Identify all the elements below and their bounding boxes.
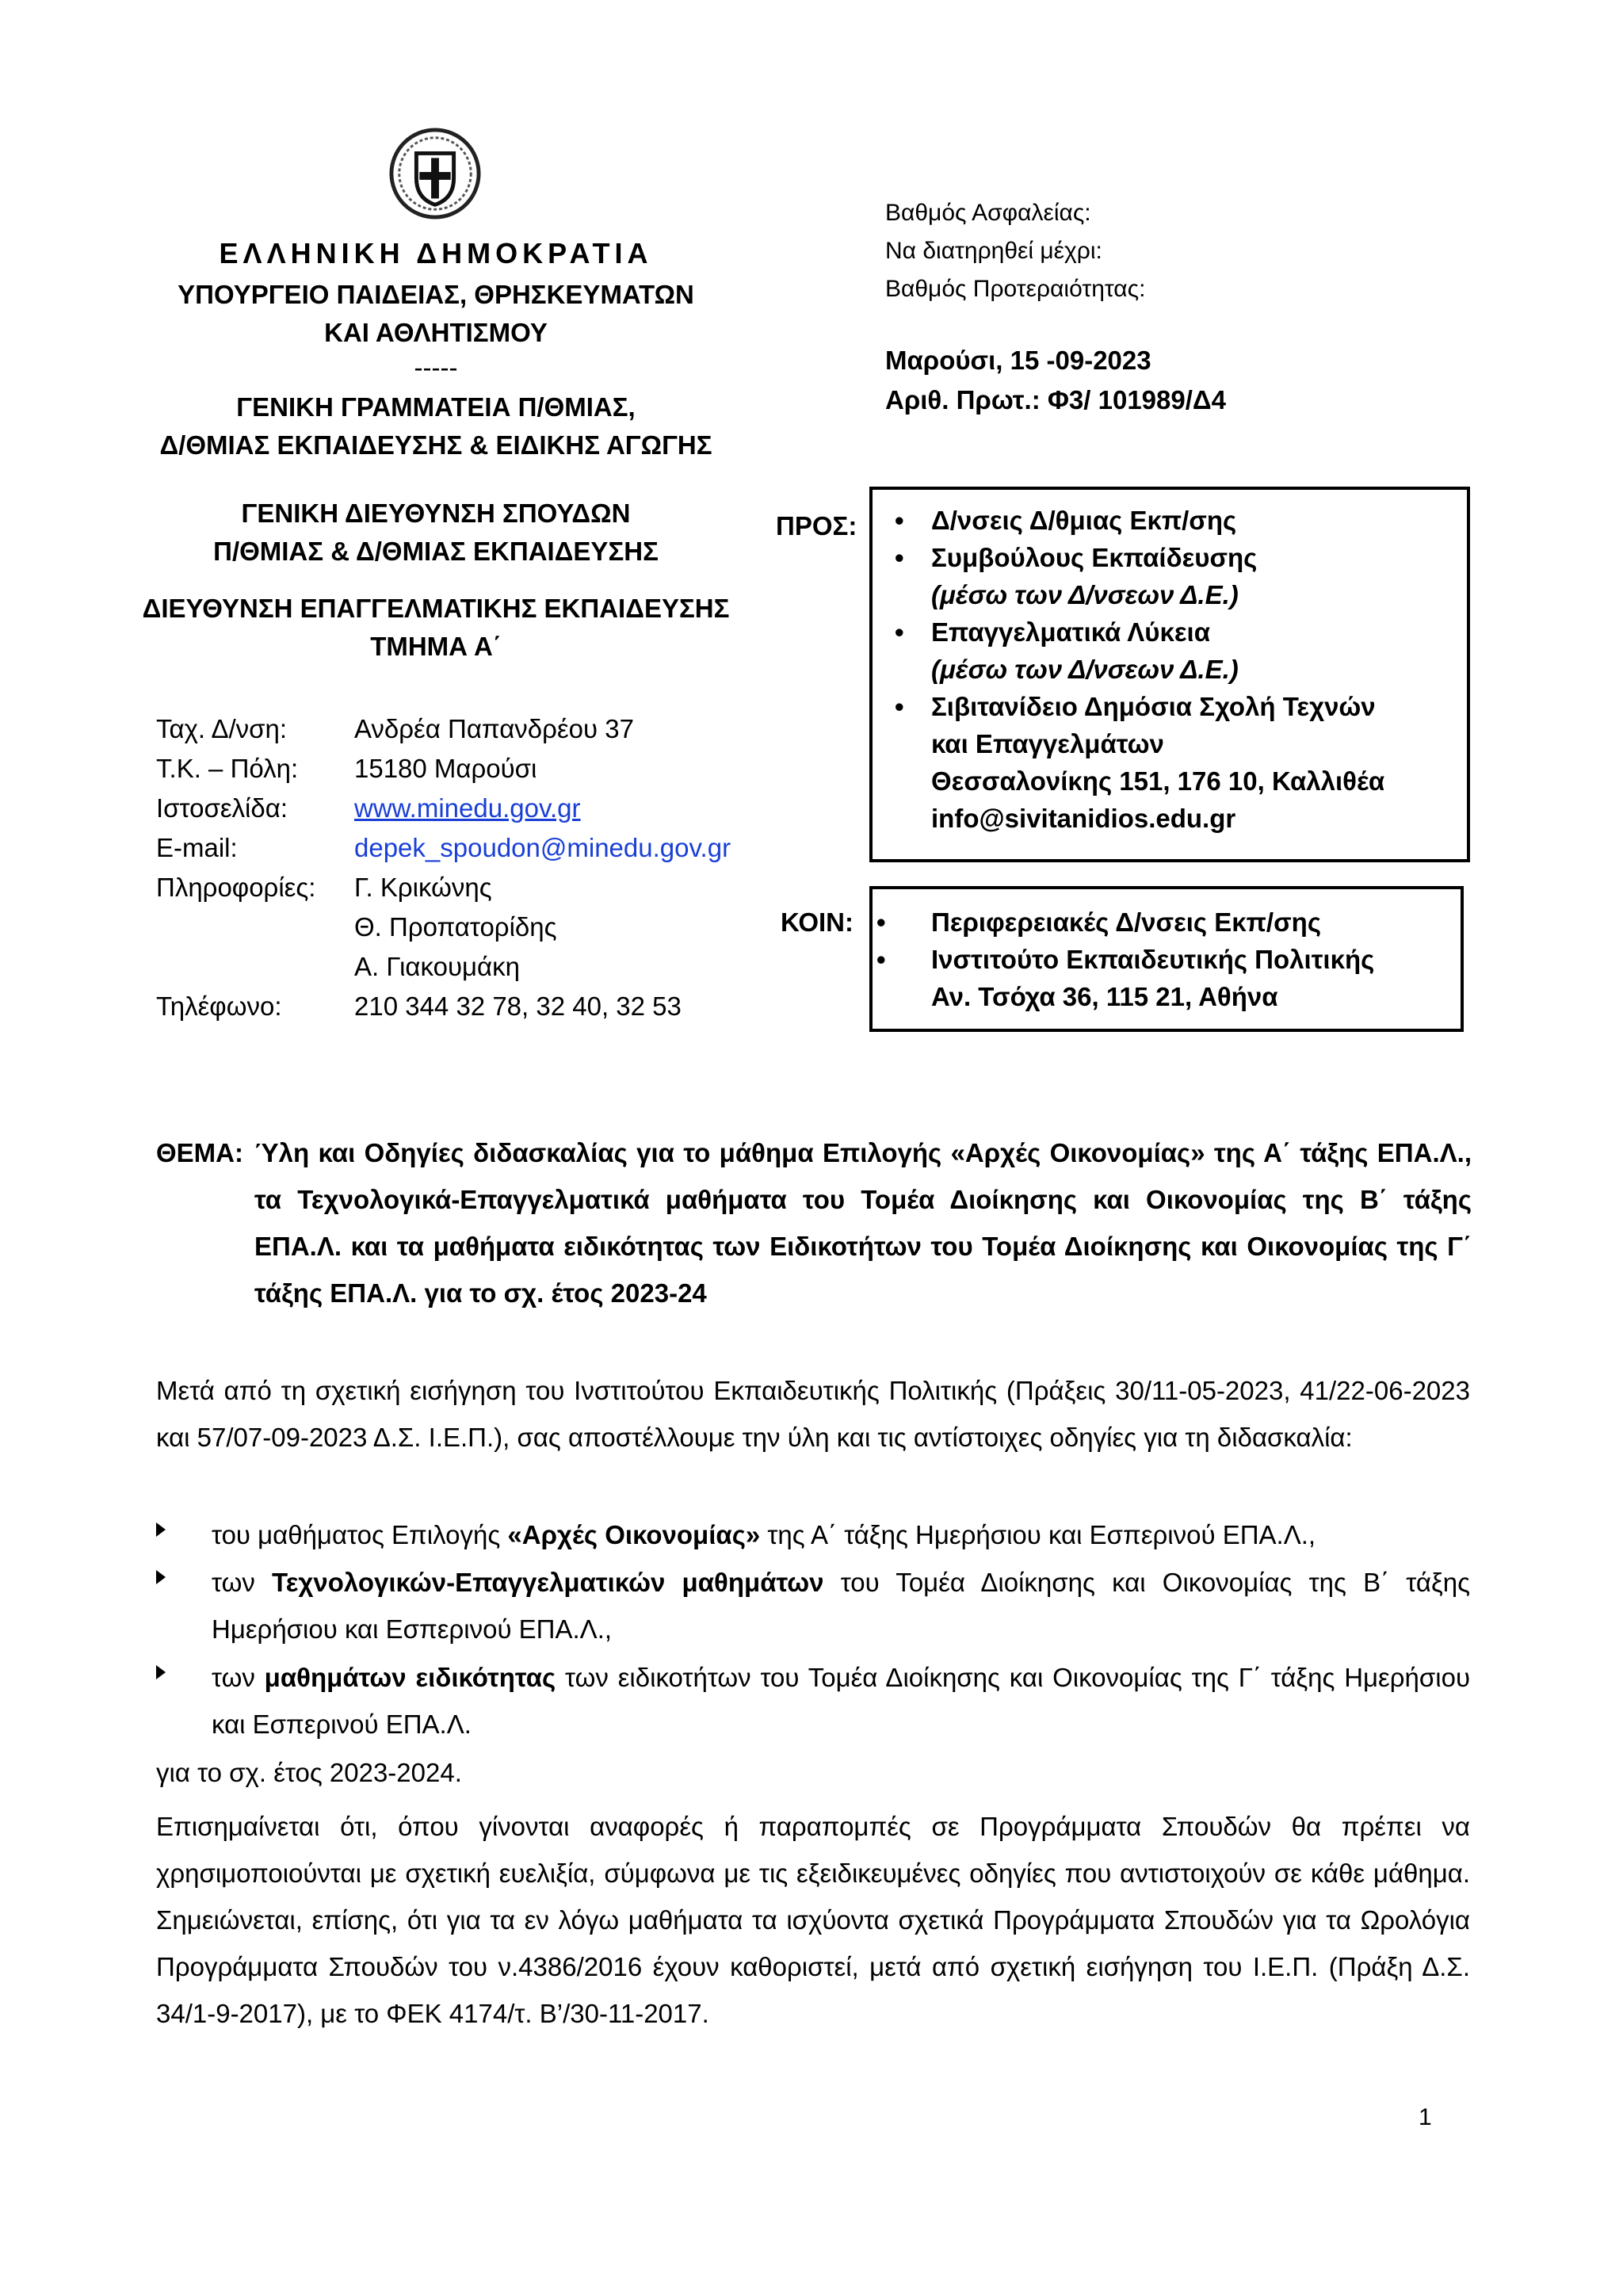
subject-text: Ύλη και Οδηγίες διδασκαλίας για το μάθημα Επιλογής «Αρχές Οικονομίας» της Α΄ τάξης ΕΠΑ.Λ., τα Τεχνολογικά-Επαγγελματικά μαθήματα του Τομέα Διοίκησης και Οικονομίας της Β΄ τάξης ΕΠΑ.Λ. και τα μαθήματα ειδικότητας των Ειδικοτήτων του Τομέα Διοίκησης και Οικονομίας της Γ΄ τάξης ΕΠΑ.Λ. για το σχ. έτος 2023-24: [254, 1138, 1472, 1308]
address-value: Ανδρέα Παπανδρέου 37: [354, 714, 634, 743]
info-label: Πληροφορίες:: [156, 873, 316, 902]
republic-title: ΕΛΛΗΝΙΚΗ ΔΗΜΟΚΡΑΤΙΑ: [219, 237, 653, 269]
to-item-2-note: (μέσω των Δ/νσεων Δ.Ε.): [931, 580, 1239, 609]
bullet-2-post: του Τομέα Διοίκησης και Οικονομίας της Β΄ τάξης Ημερήσιου και Εσπερινού ΕΠΑ.Λ.,: [212, 1568, 1470, 1644]
bullet-3-bold: μαθημάτων ειδικότητας: [264, 1663, 556, 1692]
priority-level: Βαθμός Προτεραιότητας:: [885, 276, 1146, 302]
cc-item-1: [873, 904, 1461, 941]
to-recipients-box: [869, 487, 1470, 862]
to-label: ΠΡΟΣ:: [776, 511, 857, 541]
to-item-4-email: info@sivitanidios.edu.gr: [931, 804, 1236, 833]
arrow-bullet-icon: [156, 1665, 166, 1679]
note-paragraph: Επισημαίνεται ότι, όπου γίνονται αναφορές ή παραπομπές σε Προγράμματα Σπουδών θα πρέπει να χρησιμοποιούνται με σχετική ευελιξία, σύμφωνα με τις εξειδικευμένες οδηγίες που αντιστοιχούν σε κάθε μάθημα. Σημειώνεται, επίσης, ότι για τα εν λόγω μαθήματα τα ισχύοντα σχετικά Προγράμματα Σπουδών για τα Ωρολόγια Προγράμματα Σπουδών του ν.4386/2016 έχουν καθοριστεί, μετά από σχετική εισήγηση του Ι.Ε.Π. (Πράξη Δ.Σ. 34/1-9-2017), με το ΦΕΚ 4174/τ. Β’/30-11-2017.: [156, 1812, 1470, 2028]
vocational-directorate: [119, 590, 753, 666]
to-item-3-text: Επαγγελματικά Λύκεια: [931, 617, 1211, 647]
bullet-2-pre: των: [212, 1568, 273, 1597]
to-item-2: [873, 539, 1467, 576]
cc-recipients-box: [869, 886, 1464, 1032]
email-link[interactable]: depek_spoudon@minedu.gov.gr: [354, 833, 731, 862]
to-item-1-text: Δ/νσεις Δ/θμιας Εκπ/σης: [931, 506, 1237, 535]
general-secretariat: [119, 388, 753, 464]
to-item-4: [873, 688, 1467, 725]
bullet-icon: •: [895, 692, 904, 721]
to-item-4-line-2: και Επαγγελμάτων: [931, 729, 1164, 758]
document-date: Μαρούσι, 15 -09-2023: [885, 346, 1151, 375]
bullet-icon: •: [895, 617, 904, 647]
bullet-1-post: της Α΄ τάξης Ημερήσιου και Εσπερινού ΕΠΑ.Λ.,: [760, 1520, 1316, 1549]
info-person-2: Θ. Προπατορίδης: [354, 912, 557, 942]
to-item-4-text: Σιβιτανίδειο Δημόσια Σχολή Τεχνών: [931, 692, 1376, 721]
website-label: Ιστοσελίδα:: [156, 793, 288, 823]
subject-block: [156, 1129, 1472, 1316]
general-directorate-line-2: Π/ΘΜΙΑΣ & Δ/ΘΜΙΑΣ ΕΚΠΑΙΔΕΥΣΗΣ: [213, 537, 659, 566]
bullet-3-pre: των: [212, 1663, 265, 1692]
general-secretariat-line-1: ΓΕΝΙΚΗ ΓΡΑΜΜΑΤΕΙΑ Π/ΘΜΙΑΣ,: [236, 392, 636, 422]
protocol-number: Αριθ. Πρωτ.: Φ3/ 101989/Δ4: [885, 385, 1226, 415]
bullet-1-bold: «Αρχές Οικονομίας»: [507, 1520, 761, 1549]
to-item-3-note: (μέσω των Δ/νσεων Δ.Ε.): [931, 655, 1239, 684]
retain-until: Να διατηρηθεί μέχρι:: [885, 238, 1102, 264]
general-directorate: [119, 495, 753, 571]
cc-label: ΚΟΙΝ:: [781, 907, 854, 937]
to-item-1: [873, 502, 1467, 539]
bullet-1-pre: του μαθήματος Επιλογής: [212, 1520, 508, 1549]
cc-item-2-text: Ινστιτούτο Εκπαιδευτικής Πολιτικής: [931, 945, 1375, 974]
address-label: Ταχ. Δ/νση:: [156, 714, 288, 743]
cc-item-2: [873, 941, 1461, 978]
ministry-line-2: ΚΑΙ ΑΘΛΗΤΙΣΜΟΥ: [324, 318, 548, 347]
directorate-section: ΤΜΗΜΑ Α΄: [370, 632, 502, 661]
header-separator: -----: [414, 353, 458, 382]
school-year-line: για το σχ. έτος 2023-2024.: [156, 1758, 462, 1787]
page-number: 1: [1419, 2104, 1432, 2130]
greek-republic-emblem: [388, 127, 482, 220]
general-directorate-line-1: ΓΕΝΙΚΗ ΔΙΕΥΘΥΝΣΗ ΣΠΟΥΔΩΝ: [241, 499, 631, 528]
bullet-icon: •: [895, 543, 904, 572]
email-label: E-mail:: [156, 833, 238, 862]
cc-item-1-text: Περιφερειακές Δ/νσεις Εκπ/σης: [931, 907, 1321, 937]
subject-label: ΘΕΜΑ:: [156, 1138, 243, 1167]
arrow-bullet-icon: [156, 1522, 166, 1537]
info-person-3: Α. Γιακουμάκη: [354, 952, 520, 981]
bullet-3-post: των ειδικοτήτων του Τομέα Διοίκησης και Οικονομίας της Γ΄ τάξης Ημερήσιου και Εσπερινού ΕΠΑ.Λ.: [212, 1663, 1470, 1739]
bullet-2-bold: Τεχνολογικών-Επαγγελματικών μαθημάτων: [272, 1568, 824, 1597]
bullet-item-3: [156, 1654, 1470, 1748]
ministry-line-1: ΥΠΟΥΡΓΕΙΟ ΠΑΙΔΕΙΑΣ, ΘΡΗΣΚΕΥΜΑΤΩΝ: [178, 280, 694, 309]
ministry-name: [119, 276, 753, 352]
phone-label: Τηλέφωνο:: [156, 991, 282, 1021]
security-level: Βαθμός Ασφαλείας:: [885, 200, 1091, 226]
to-item-3: [873, 613, 1467, 651]
info-person-1: Γ. Κρικώνης: [354, 873, 492, 902]
city-label: Τ.Κ. – Πόλη:: [156, 754, 299, 783]
to-item-2-text: Συμβούλους Εκπαίδευσης: [931, 543, 1258, 572]
bullet-icon: •: [876, 945, 886, 974]
bullet-item-2: [156, 1559, 1470, 1652]
to-item-4-address: Θεσσαλονίκης 151, 176 10, Καλλιθέα: [931, 766, 1385, 796]
general-secretariat-line-2: Δ/ΘΜΙΑΣ ΕΚΠΑΙΔΕΥΣΗΣ & ΕΙΔΙΚΗΣ ΑΓΩΓΗΣ: [159, 430, 712, 460]
intro-paragraph: Μετά από τη σχετική εισήγηση του Ινστιτούτου Εκπαιδευτικής Πολιτικής (Πράξεις 30/11-05-2023, 41/22-06-2023 και 57/07-09-2023 Δ.Σ. Ι.Ε.Π.), σας αποστέλλουμε την ύλη και τις αντίστοιχες οδηγίες για τη διδασκαλία:: [156, 1376, 1470, 1452]
directorate-line-1: ΔΙΕΥΘΥΝΣΗ ΕΠΑΓΓΕΛΜΑΤΙΚΗΣ ΕΚΠΑΙΔΕΥΣΗΣ: [142, 594, 730, 623]
cc-item-2-address: Αν. Τσόχα 36, 115 21, Αθήνα: [931, 982, 1278, 1011]
website-link[interactable]: www.minedu.gov.gr: [354, 793, 581, 823]
bullet-item-1: [156, 1511, 1470, 1558]
phone-value: 210 344 32 78, 32 40, 32 53: [354, 991, 682, 1021]
arrow-bullet-icon: [156, 1570, 166, 1584]
city-value: 15180 Μαρούσι: [354, 754, 537, 783]
bullet-icon: •: [895, 506, 904, 535]
bullet-icon: •: [876, 907, 886, 937]
